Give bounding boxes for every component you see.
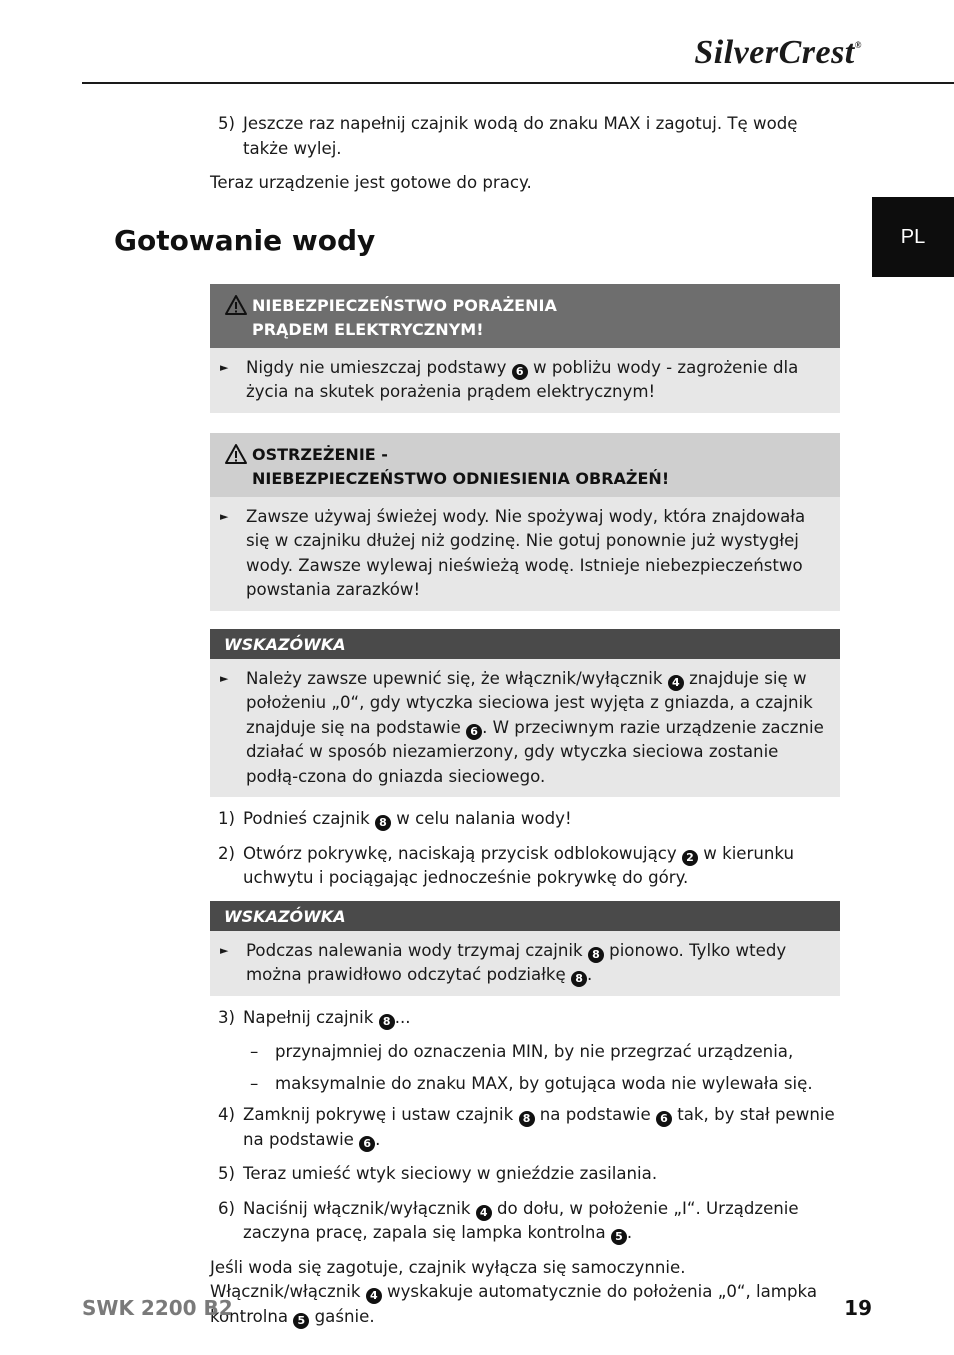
spacer [210, 611, 840, 629]
danger-title-line1: NIEBEZPIECZEŃSTWO PORAŻENIA [252, 295, 557, 315]
text-fragment: gaśnie. [309, 1306, 375, 1326]
reference-badge: 4 [366, 1288, 382, 1304]
reference-badge: 8 [588, 947, 604, 963]
step-item [218, 1197, 840, 1246]
text-fragment: Podczas nalewania wody trzymaj czajnik [246, 940, 588, 960]
note-title: WSKAZÓWKA [224, 634, 346, 654]
danger-box-header [210, 284, 840, 348]
danger-box-body [210, 348, 840, 413]
dash-item [250, 1072, 840, 1097]
spacer [210, 996, 840, 1006]
text-fragment: . W przeciwnym razie urządzenie zacznie działać w sposób niezamierzony, gdy wtyczka sieciowa zostanie podłą-czona do gniazda sieciowego. [246, 717, 824, 786]
text-fragment: w pobliżu wody - zagrożenie dla życia na skutek porażenia prądem elektrycznym! [246, 357, 799, 401]
note-box [210, 901, 840, 996]
note-title: WSKAZÓWKA [224, 906, 346, 926]
text-fragment: Podnieś czajnik [243, 809, 375, 828]
bullet-arrow-icon: ► [220, 671, 229, 685]
text-fragment: znajduje się w położeniu „0“, gdy wtyczka sieciowa jest wyjęta z gniazda, a czajnik znajduje się na podstawie [246, 668, 813, 737]
text-fragment: wyskakuje automatycznie do położenia „0“, lampka kontrolna [210, 1282, 817, 1326]
text-fragment: Jeśli woda się zagotuje, czajnik wyłącza się samoczynnie. Włącznik/włącznik [210, 1257, 686, 1301]
warning-triangle-icon [224, 443, 248, 465]
intro-step-5 [218, 112, 840, 161]
reference-badge: 6 [656, 1111, 672, 1127]
note-box-header [210, 629, 840, 659]
reference-badge: 8 [519, 1111, 535, 1127]
reference-badge: 5 [293, 1313, 309, 1329]
dash-item [250, 1040, 840, 1065]
note-box [210, 629, 840, 798]
dash-mark: – [250, 1042, 259, 1061]
reference-badge: 2 [682, 850, 698, 866]
text-fragment: Naciśnij włącznik/wyłącznik [243, 1198, 476, 1218]
step-item [218, 1162, 840, 1187]
step-item [218, 1006, 840, 1031]
reference-badge: 6 [466, 724, 482, 740]
registered-mark: ® [854, 40, 862, 50]
dash-text: maksymalnie do znaku MAX, by gotująca woda nie wylewała się. [275, 1073, 813, 1093]
language-tab-label: PL [900, 225, 926, 248]
note-box-body [210, 659, 840, 798]
text-fragment: w celu nalania wody! [390, 809, 572, 828]
step-number: 5) [218, 1164, 236, 1183]
step-number: 5) [218, 114, 236, 133]
warning-box-body [210, 497, 840, 611]
warning-box-header [210, 433, 840, 497]
section-heading: Gotowanie wody [114, 224, 376, 257]
spacer [210, 413, 840, 433]
danger-title-line2: PRĄDEM ELEKTRYCZNYM! [252, 319, 484, 339]
header-rule [82, 82, 954, 84]
step-number: 1) [218, 809, 236, 828]
step-item [218, 807, 840, 832]
text-fragment: . [587, 965, 593, 984]
text-fragment: Należy zawsze upewnić się, że włącznik/wyłącznik [246, 668, 668, 688]
note-box-header [210, 901, 840, 931]
reference-badge: 6 [359, 1136, 375, 1152]
reference-badge: 6 [512, 364, 528, 380]
bullet-item [220, 939, 830, 988]
step-number: 2) [218, 843, 236, 863]
step-item [218, 1103, 840, 1152]
bullet-item [220, 356, 830, 405]
step-text: Teraz umieść wtyk sieciowy w gnieździe zasilania. [243, 1164, 658, 1183]
reference-badge: 4 [668, 675, 684, 691]
text-fragment: pionowo. Tylko wtedy można prawidłowo odczytać podziałkę [246, 940, 787, 984]
step-number: 6) [218, 1198, 236, 1218]
text-fragment: ... [394, 1007, 411, 1027]
text-fragment: w kierunku uchwytu i pociągając jednocześnie pokrywkę do góry. [243, 843, 794, 887]
note-box-body [210, 931, 840, 996]
step-number: 3) [218, 1007, 236, 1027]
warning-box [210, 433, 840, 611]
text-fragment: na podstawie [534, 1105, 656, 1124]
brand-logo [694, 34, 862, 72]
spacer [210, 206, 840, 284]
text-fragment: Otwórz pokrywkę, naciskają przycisk odblokowujący [243, 843, 682, 863]
warning-text: Zawsze używaj świeżej wody. Nie spożywaj wody, która znajdowała się w czajniku dłużej niż godzinę. Nie gotuj ponownie już wystygłej wody. Zawsze wylewaj nieświeżą wodę. Istnieje niebezpieczeństwo powstania zarazków! [246, 506, 806, 599]
text-fragment: Napełnij czajnik [243, 1007, 379, 1027]
footer-model: SWK 2200 B2 [82, 1296, 233, 1320]
bullet-item [220, 667, 830, 790]
ready-text: Teraz urządzenie jest gotowe do pracy. [210, 173, 532, 192]
reference-badge: 4 [476, 1205, 492, 1221]
language-tab [872, 197, 954, 277]
warning-title-line1: OSTRZEŻENIE - [252, 444, 388, 464]
text-fragment: tak, by stał pewnie na podstawie [243, 1105, 835, 1149]
bullet-arrow-icon: ► [220, 360, 229, 374]
dash-mark: – [250, 1073, 259, 1093]
page-number: 19 [844, 1296, 872, 1320]
danger-box [210, 284, 840, 413]
dash-text: przynajmniej do oznaczenia MIN, by nie przegrzać urządzenia, [275, 1042, 794, 1061]
warning-title-line2: NIEBEZPIECZEŃSTWO ODNIESIENIA OBRAŻEŃ! [252, 468, 670, 488]
text-fragment: . [375, 1129, 381, 1149]
bullet-item [220, 505, 830, 603]
reference-badge: 8 [571, 971, 587, 987]
text-fragment: Nigdy nie umieszczaj podstawy [246, 357, 512, 377]
step-item [218, 842, 840, 891]
page-content [210, 112, 840, 1339]
text-fragment: . [626, 1223, 633, 1242]
reference-badge: 8 [375, 815, 391, 831]
bullet-arrow-icon: ► [220, 943, 229, 957]
bullet-arrow-icon: ► [220, 509, 229, 523]
brand-name: SilverCrest [694, 34, 855, 71]
reference-badge: 8 [379, 1014, 395, 1030]
step-text: Jeszcze raz napełnij czajnik wodą do znaku MAX i zagotuj. Tę wodę także wylej. [243, 114, 798, 158]
warning-triangle-icon [224, 294, 248, 316]
closing-paragraph [210, 1256, 840, 1330]
step-number: 4) [218, 1105, 236, 1124]
text-fragment: Zamknij pokrywę i ustaw czajnik [243, 1105, 519, 1124]
text-fragment: do dołu, w położenie „I“. Urządzenie zaczyna pracę, zapala się lampka kontrolna [243, 1198, 799, 1242]
spacer [210, 797, 840, 807]
reference-badge: 5 [611, 1229, 627, 1245]
